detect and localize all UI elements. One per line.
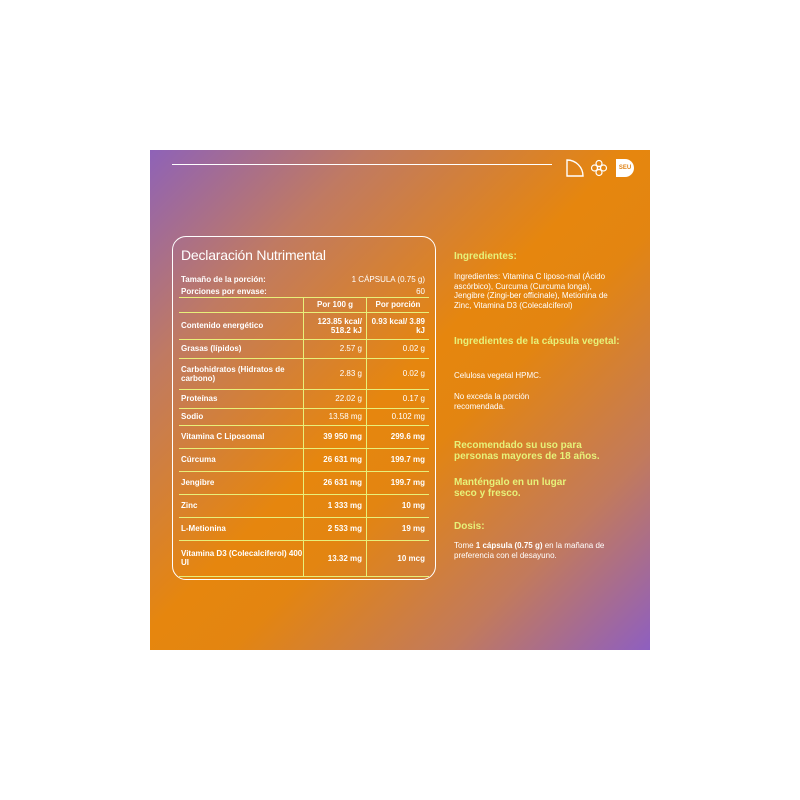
row-label: Cúrcuma [179, 448, 304, 471]
dose-heading: Dosis: [454, 521, 485, 532]
row-serving: 10 mg [367, 494, 430, 517]
table-row [179, 358, 429, 389]
col-per-serving: Por porción [367, 297, 430, 312]
row-label: Carbohidratos (Hidratos de carbono) [179, 358, 304, 389]
table-row [179, 540, 429, 576]
table-row [179, 494, 429, 517]
nutrition-title: Declaración Nutrimental [181, 247, 326, 263]
product-label-panel [150, 150, 650, 650]
table-row [179, 312, 429, 339]
col-per-100g: Por 100 g [304, 297, 367, 312]
row-serving: 199.7 mg [367, 471, 430, 494]
serving-size-value: 1 CÁPSULA (0.75 g) [351, 275, 425, 284]
row-label: Zinc [179, 494, 304, 517]
row-per100: 13.32 mg [304, 540, 367, 576]
row-label: Sodio [179, 408, 304, 425]
row-per100: 123.85 kcal/ 518.2 kJ [304, 312, 367, 339]
row-label: Grasas (lípidos) [179, 339, 304, 358]
nutrition-table [179, 273, 429, 577]
portions-value: 60 [416, 286, 425, 296]
quarter-circle-icon [565, 158, 585, 178]
warning-text: No exceda la porción recomendada. [454, 392, 530, 411]
capsule-heading: Ingredientes de la cápsula vegetal: [454, 336, 620, 347]
table-row [179, 389, 429, 408]
table-row [179, 408, 429, 425]
portions-row [179, 286, 429, 297]
table-row [179, 448, 429, 471]
row-label: Vitamina C Liposomal [179, 425, 304, 448]
row-serving: 199.7 mg [367, 448, 430, 471]
row-label: Contenido energético [179, 312, 304, 339]
row-per100: 22.02 g [304, 389, 367, 408]
row-serving: 0.02 g [367, 339, 430, 358]
row-serving: 0.93 kcal/ 3.89 kJ [367, 312, 430, 339]
ingredients-text: Ingredientes: Vitamina C liposo-mal (Ácido ascórbico), Curcuma (Curcuma longa), Jengibre (Zingi-ber officinale), Metionina de Zinc, Vitamina D3 (Colecalciferol) [454, 272, 608, 310]
top-divider [172, 164, 552, 165]
table-header-row [179, 297, 429, 312]
badge-label: SEU [618, 165, 632, 171]
serving-size-label: Tamaño de la porción: [181, 275, 266, 284]
table-row [179, 425, 429, 448]
row-serving: 0.102 mg [367, 408, 430, 425]
row-per100: 2.83 g [304, 358, 367, 389]
storage-text: Manténgalo en un lugar seco y fresco. [454, 477, 567, 499]
dose-prefix: Tome [454, 541, 474, 550]
row-per100: 39 950 mg [304, 425, 367, 448]
nutrition-facts-box [172, 236, 436, 580]
row-serving: 299.6 mg [367, 425, 430, 448]
dose-suffix: en la mañana de preferencia con el desayuno. [454, 541, 605, 560]
row-per100: 2.57 g [304, 339, 367, 358]
ingredients-heading: Ingredientes: [454, 251, 517, 262]
row-per100: 26 631 mg [304, 448, 367, 471]
row-label: Jengibre [179, 471, 304, 494]
serving-size-row [179, 273, 429, 286]
table-row [179, 339, 429, 358]
badge-d-icon [616, 159, 634, 177]
capsule-text: Celulosa vegetal HPMC. [454, 371, 542, 380]
dose-text [454, 541, 634, 560]
dose-amount: 1 cápsula (0.75 g) [475, 541, 543, 550]
row-per100: 1 333 mg [304, 494, 367, 517]
row-serving: 0.17 g [367, 389, 430, 408]
row-serving: 19 mg [367, 517, 430, 540]
row-per100: 13.58 mg [304, 408, 367, 425]
row-label: L-Metionina [179, 517, 304, 540]
row-per100: 26 631 mg [304, 471, 367, 494]
table-row [179, 471, 429, 494]
row-per100: 2 533 mg [304, 517, 367, 540]
row-label: Proteínas [179, 389, 304, 408]
row-label: Vitamina D3 (Colecalciferol) 400 UI [179, 540, 304, 576]
flower-icon [590, 159, 608, 177]
row-serving: 0.02 g [367, 358, 430, 389]
portions-label: Porciones por envase: [181, 286, 267, 296]
table-row [179, 517, 429, 540]
row-serving: 10 mcg [367, 540, 430, 576]
recommended-text: Recomendado su uso para personas mayores de 18 años. [454, 440, 600, 462]
